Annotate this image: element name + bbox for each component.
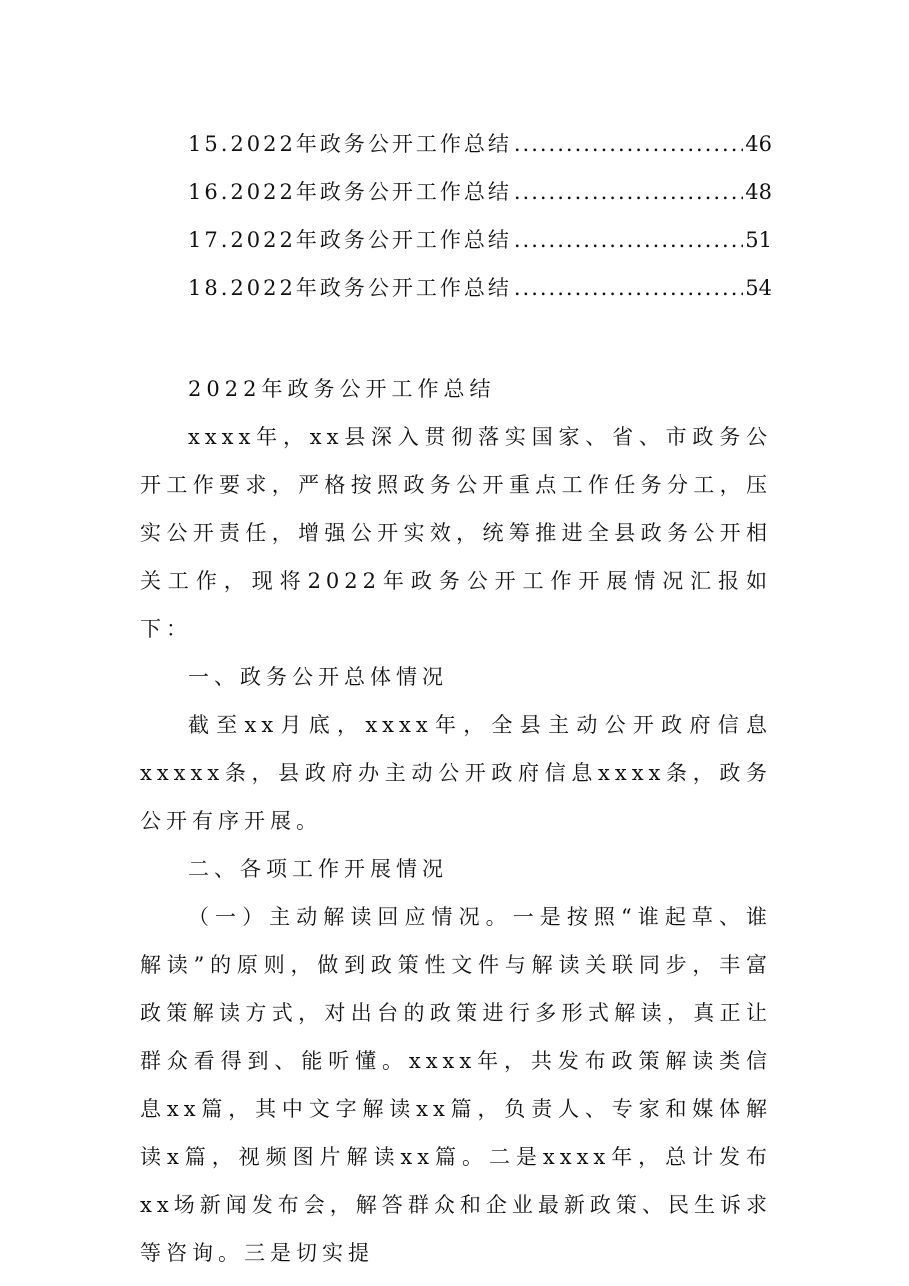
toc-leader-dots bbox=[514, 276, 743, 300]
table-of-contents bbox=[188, 128, 772, 320]
toc-leader-dots bbox=[514, 180, 743, 204]
toc-entry-page: 51 bbox=[745, 228, 772, 252]
section-heading-2: 二、各项工作开展情况 bbox=[188, 857, 448, 881]
toc-entry-page: 54 bbox=[745, 276, 772, 300]
toc-entry-label: 17.2022年政务公开工作总结 bbox=[188, 228, 512, 252]
toc-leader-dots bbox=[514, 228, 743, 252]
toc-leader-dots bbox=[514, 132, 743, 156]
toc-entry[interactable] bbox=[188, 224, 772, 272]
paragraph-intro: xxxx年，xx县深入贯彻落实国家、省、市政务公开工作要求，严格按照政务公开重点工作任务分工，压实公开责任，增强公开实效，统筹推进全县政务公开相关工作，现将2022年政务公开工作开展情况汇报如下： bbox=[140, 425, 772, 641]
toc-entry-label: 15.2022年政务公开工作总结 bbox=[188, 132, 512, 156]
toc-entry-page: 46 bbox=[745, 132, 772, 156]
paragraph-interpretation: （一）主动解读回应情况。一是按照“谁起草、谁解读”的原则，做到政策性文件与解读关联同步，丰富政策解读方式，对出台的政策进行多形式解读，真正让群众看得到、能听懂。xxxx年，共发布政策解读类信息xx篇，其中文字解读xx篇，负责人、专家和媒体解读x篇，视频图片解读xx篇。二是xxxx年，总计发布xx场新闻发布会，解答群众和企业最新政策、民生诉求等咨询。三是切实提 bbox=[140, 905, 772, 1265]
toc-entry-page: 48 bbox=[745, 180, 772, 204]
toc-entry-label: 16.2022年政务公开工作总结 bbox=[188, 180, 512, 204]
toc-entry[interactable] bbox=[188, 128, 772, 176]
section-heading-1: 一、政务公开总体情况 bbox=[188, 665, 448, 689]
toc-entry[interactable] bbox=[188, 176, 772, 224]
paragraph-overview: 截至xx月底，xxxx年，全县主动公开政府信息xxxxx条，县政府办主动公开政府信息xxxx条，政务公开有序开展。 bbox=[140, 713, 772, 833]
document-body bbox=[140, 365, 772, 1277]
toc-entry[interactable] bbox=[188, 272, 772, 320]
document-title: 2022年政务公开工作总结 bbox=[188, 377, 496, 401]
toc-entry-label: 18.2022年政务公开工作总结 bbox=[188, 276, 512, 300]
